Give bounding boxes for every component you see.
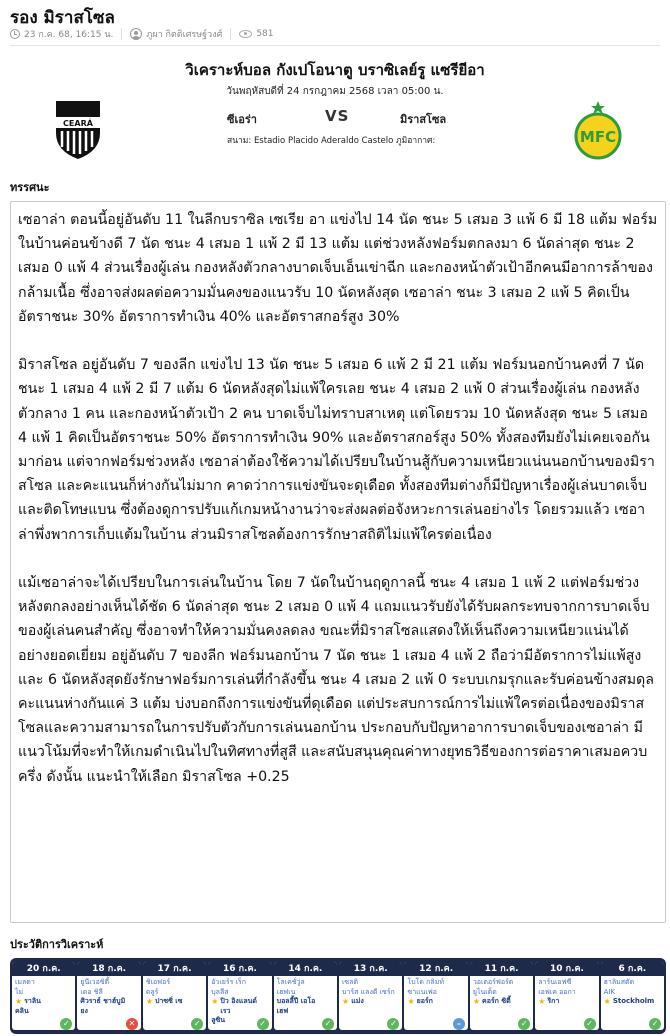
page-title: รอง มิราสโซล (10, 8, 115, 28)
history-team-text: เฮฟ (276, 1006, 289, 1015)
history-team-text: AIK (603, 987, 616, 996)
history-line (277, 978, 334, 988)
history-team-text: ฮาลิมสตัด (603, 978, 635, 986)
history-card[interactable] (12, 962, 75, 1030)
history-card-body (404, 976, 467, 1030)
history-line (342, 978, 399, 988)
history-card[interactable] (404, 962, 467, 1030)
win-result-icon: ✓ (191, 1018, 203, 1030)
history-team-text: บาร์ส แลงดี เซร์ก (342, 987, 395, 996)
history-line (604, 988, 661, 998)
history-team-text: โลเคชั่วู่ล (276, 978, 305, 986)
lose-result-icon: ✕ (126, 1018, 138, 1030)
star-icon: ★ (603, 997, 611, 1006)
history-line (80, 997, 137, 1007)
history-card[interactable] (339, 962, 402, 1030)
history-card[interactable] (77, 962, 140, 1030)
history-line (407, 978, 464, 988)
history-card[interactable] (601, 962, 664, 1030)
history-line (538, 988, 595, 998)
history-line (146, 997, 203, 1007)
history-card[interactable] (535, 962, 598, 1030)
history-date: 11 ก.ค. (470, 962, 533, 976)
history-team-text: เอฟเค ออกา (538, 987, 576, 996)
history-card[interactable] (470, 962, 533, 1030)
star-icon: ★ (472, 997, 481, 1006)
history-card-body (143, 976, 206, 1030)
star-icon: ★ (407, 997, 415, 1006)
history-date: 12 ก.ค. (404, 962, 467, 976)
history-team-text: เมลตา (15, 978, 35, 986)
article-meta (10, 27, 274, 41)
history-line (277, 1007, 334, 1017)
publish-date: 23 ก.ค. 68, 16:15 น. (24, 30, 114, 40)
ceara-logo-text: CEARÁ (63, 119, 93, 128)
mirassol-logo-text: MFC (579, 128, 617, 146)
history-team-text: ยูไนเต็ด (472, 987, 497, 996)
win-result-icon: ✓ (518, 1018, 530, 1030)
win-result-icon: ✓ (60, 1018, 72, 1030)
history-team-text: ริกา (547, 997, 560, 1005)
history-team-text: ดลูร์ (145, 987, 159, 996)
history-line (211, 997, 268, 1016)
history-team-text: ชิเอฟอร์ (145, 978, 171, 986)
eye-icon (239, 30, 252, 38)
analysis-label: ทรรศนะ (10, 181, 50, 194)
history-team-text: คอร์ก ซิตี้ (482, 997, 511, 1005)
author-name[interactable]: ภูผา กิตติเศรษฐ์วงศ์ (146, 30, 223, 40)
history-card[interactable] (208, 962, 271, 1030)
analysis-paragraph-2: มิราสโซล อยู่อันดับ 7 ของลีก แข่งไป 13 นัด ชนะ 5 เสมอ 6 แพ้ 2 มี 21 แต้ม ฟอร์มนอกบ้านคงที่ 7 นัด ชนะ 1 เสมอ 4 แพ้ 2 มี 7 แต้ม 6 นัดหลังสุดไม่แพ้ใครเลย ชนะ 4 เสมอ 2 แพ้ 0 ส่วนเรื่องผู้เล่น กองหลังตัวกลาง 1 คน และกองหน้าตัวเป้า 2 คน บาดเจ็บไม่ทราบสาเหตุ แต่โดยรวม 10 นัดหลังสุด ชนะ 5 เสมอ 4 แพ้ 1 คิดเป็นอัตราชนะ 50% อัตราการทำเงิน 90% และอัตราสกอร์สูง 50% ทั้งสองทีมยังไม่เคยเจอกันมาก่อน แต่จากฟอร์มช่วงหลัง เซอาล่าต้องใช้ความได้เปรียบในบ้านสู้กับความเหนียวแน่นนอกบ้านของมิราสโซล และคะแนนก็ห่างกันไม่มาก คาดว่าการแข่งขันจะดุเดือด ทั้งสองทีมต่างก็มีปัญหาเรื่องผู้เล่นบาดเจ็บและติดโทษแบน ซึ่งต้องดูการปรับแก้เกมหน้างานว่าจะส่งผลต่อจังหวะการเล่นอย่างไร โดยรวมแล้ว เซอาล่าพึ่งพาการเก็บแต้มในบ้าน ส่วนมิราสโซลต้องการรักษาสถิติไม่แพ้ใครต่อเนื่อง (18, 357, 655, 543)
history-card-body (535, 976, 598, 1030)
history-team-text: คลิน (15, 1006, 29, 1015)
star-icon: ★ (342, 997, 350, 1006)
history-line (604, 978, 661, 988)
history-date: 10 ก.ค. (535, 962, 598, 976)
history-team-text: เดอ ชิลี (80, 987, 103, 996)
draw-result-icon: – (453, 1018, 465, 1030)
history-card[interactable] (274, 962, 337, 1030)
history-team-text: แม่ง (351, 997, 364, 1005)
history-team-text: ราลิน (24, 997, 41, 1005)
history-card-body (12, 976, 75, 1030)
win-result-icon: ✓ (387, 1018, 399, 1030)
history-card-body (77, 976, 140, 1030)
win-result-icon: ✓ (257, 1018, 269, 1030)
history-team-text: เฮฟเน (276, 987, 296, 996)
history-line (604, 997, 661, 1007)
history-line (211, 988, 268, 998)
history-card-body (339, 976, 402, 1030)
history-line (80, 978, 137, 988)
history-line (146, 988, 203, 998)
away-team-name: มิราสโซล (400, 113, 447, 126)
history-team-text: บอลลี้ปี เอโอ (276, 997, 316, 1005)
history-line (538, 978, 595, 988)
vs-label: VS (325, 107, 350, 125)
ceara-logo (52, 99, 104, 161)
star-icon: ★ (15, 997, 23, 1006)
history-line (211, 978, 268, 988)
clock-icon (10, 29, 20, 39)
history-card-body (470, 976, 533, 1030)
user-icon (130, 28, 142, 40)
history-line (15, 988, 72, 998)
history-team-text: ยอร์ก (416, 997, 433, 1005)
win-result-icon: ✓ (322, 1018, 334, 1030)
history-date: 6 ก.ค. (601, 962, 664, 976)
history-team-text: ซาแนเฟอ (407, 987, 437, 996)
history-date: 13 ก.ค. (339, 962, 402, 976)
history-label: ประวัติการวิเคราะห์ (10, 938, 104, 951)
venue-info: สนาม: Estadio Placido Aderaldo Castelo ภูมิอากาศ: (227, 136, 436, 146)
history-team-text: ยูนีเวอซิตี้ (80, 978, 110, 986)
history-line (146, 978, 203, 988)
history-line (15, 997, 72, 1007)
history-line (80, 1007, 137, 1017)
history-date: 14 ก.ค. (274, 962, 337, 976)
win-result-icon: ✓ (649, 1018, 661, 1030)
history-team-text: โบโด กลิมท์ (407, 978, 444, 986)
view-count: 581 (256, 29, 274, 39)
history-team-text: ไม่ (15, 987, 24, 996)
history-line (277, 988, 334, 998)
mirassol-logo (570, 100, 626, 160)
history-line (407, 988, 464, 998)
history-line (538, 997, 595, 1007)
history-date: 20 ก.ค. (12, 962, 75, 976)
history-line (15, 978, 72, 988)
history-team-text: ลูซิน (211, 1016, 226, 1024)
history-date: 16 ก.ค. (208, 962, 271, 976)
star-icon: ★ (211, 997, 219, 1006)
history-line (342, 997, 399, 1007)
history-card[interactable] (143, 962, 206, 1030)
header-divider (10, 45, 660, 46)
history-line (80, 988, 137, 998)
history-team-text: ศิวราธ์ ชาฮ์บูมิ (80, 997, 126, 1005)
history-line (473, 988, 530, 998)
history-card-body (208, 976, 271, 1030)
history-card-body (274, 976, 337, 1030)
history-team-text: ปิว อิงแลนด์ เรว (220, 997, 257, 1015)
history-line (407, 997, 464, 1007)
home-team-name: ซีเอร่า (227, 113, 257, 126)
star-icon: ★ (145, 997, 153, 1006)
analysis-paragraph-1: เซอาล่า ตอนนี้อยู่อันดับ 11 ในลีกบราซิล เซเรีย อา แข่งไป 14 นัด ชนะ 5 เสมอ 3 แพ้ 6 มี 18 แต้ม ฟอร์มในบ้านค่อนข้างดี 7 นัด ชนะ 4 เสมอ 1 แพ้ 2 มี 13 แต้ม แต่ช่วงหลังฟอร์มตกลงมา 6 นัดล่าสุด ชนะ 2 เสมอ 0 แพ้ 4 ส่วนเรื่องผู้เล่น กองหลังตัวกลางบาดเจ็บเอ็นเข่าฉีก และกองหน้าตัวเป้าอีกคนมีอาการล้าของกล้ามเนื้อ ซึ่งอาจส่งผลต่อความมั่นคงของแนวรับ 10 นัดหลังสุด เซอาล่า ชนะ 3 เสมอ 2 แพ้ 5 คิดเป็นอัตราชนะ 30% อัตราการทำเงิน 40% และอัตราสกอร์สูง 30% (18, 212, 658, 325)
history-line (277, 997, 334, 1007)
history-date: 18 ก.ค. (77, 962, 140, 976)
history-team-text: บุลลีส (211, 987, 229, 996)
history-team-text: เซลติ (342, 978, 359, 986)
analysis-paragraph-3: แม้เซอาล่าจะได้เปรียบในการเล่นในบ้าน โดย 7 นัดในบ้านฤดูกาลนี้ ชนะ 4 เสมอ 1 แพ้ 2 แต่ฟอร์มช่วงหลังตกลงอย่างเห็นได้ชัด 6 นัดล่าสุด ชนะ 2 เสมอ 0 แพ้ 4 แถมแนวรับยังได้รับผลกระทบจากการบาดเจ็บของผู้เล่นคนสำคัญ ซึ่งอาจทำให้ความมั่นคงลดลง ขณะที่มิราสโซลแสดงให้เห็นถึงความเหนียวแน่นได้อย่างยอดเยี่ยม อยู่อันดับ 7 ของลีก ฟอร์มนอกบ้าน 7 นัด ชนะ 1 เสมอ 4 แพ้ 2 ถือว่ามีอัตราการไม่แพ้สูง และ 6 นัดหลังสุดยังรักษาฟอร์มการเล่นที่กำลังขึ้น ชนะ 4 เสมอ 2 แพ้ 0 ระบบเกมรุกและรับค่อนข้างสมดุล คะแนนห่างกันแค่ 3 แต้ม บ่งบอกถึงการแข่งขันที่ดุเดือด แต่ประสบการณ์การไม่แพ้ใครต่อเนื่องของมิราสโซลและความสามารถในการปรับตัวกับการเล่นนอกบ้าน ประกอบกับปัญหาอาการบาดเจ็บของเซอาล่า มีแนวโน้มที่จะทำให้เกมดำเนินไปในทิศทางที่สูสี และสนับสนุนคุณค่าทางยุทธวิธีของการต่อราคาเสมอควบครึ่ง ดังนั้น แนะนำให้เลือก มิราสโซล +0.25 (18, 575, 654, 785)
history-line (473, 997, 530, 1007)
star-icon: ★ (538, 997, 546, 1006)
history-team-text: วอเตอร์ฟอร์ด (472, 978, 514, 986)
win-result-icon: ✓ (584, 1018, 596, 1030)
match-title: วิเคราะห์บอล กังเปโอนาตู บราซิเลย์รู แซรียีอา (185, 61, 485, 79)
history-team-text: Stockholm (612, 997, 655, 1005)
history-team-text: ยง (80, 1006, 88, 1015)
match-datetime: วันพฤหัสบดีที่ 24 กรกฎาคม 2568 เวลา 05:00 น. (226, 86, 444, 97)
history-team-text: ลาร์นเอฟซี (538, 978, 572, 986)
divider (121, 28, 122, 40)
history-team-text: ปาซซิ่ เซ (154, 997, 183, 1005)
analysis-text-box (10, 201, 666, 923)
history-date: 17 ก.ค. (143, 962, 206, 976)
history-line (342, 988, 399, 998)
history-card-body (601, 976, 664, 1030)
history-team-text: อัวเยร์ร เร็ก (211, 978, 246, 986)
history-line (15, 1007, 72, 1017)
divider (230, 28, 231, 40)
analysis-history-strip (10, 958, 666, 1034)
history-line (473, 978, 530, 988)
